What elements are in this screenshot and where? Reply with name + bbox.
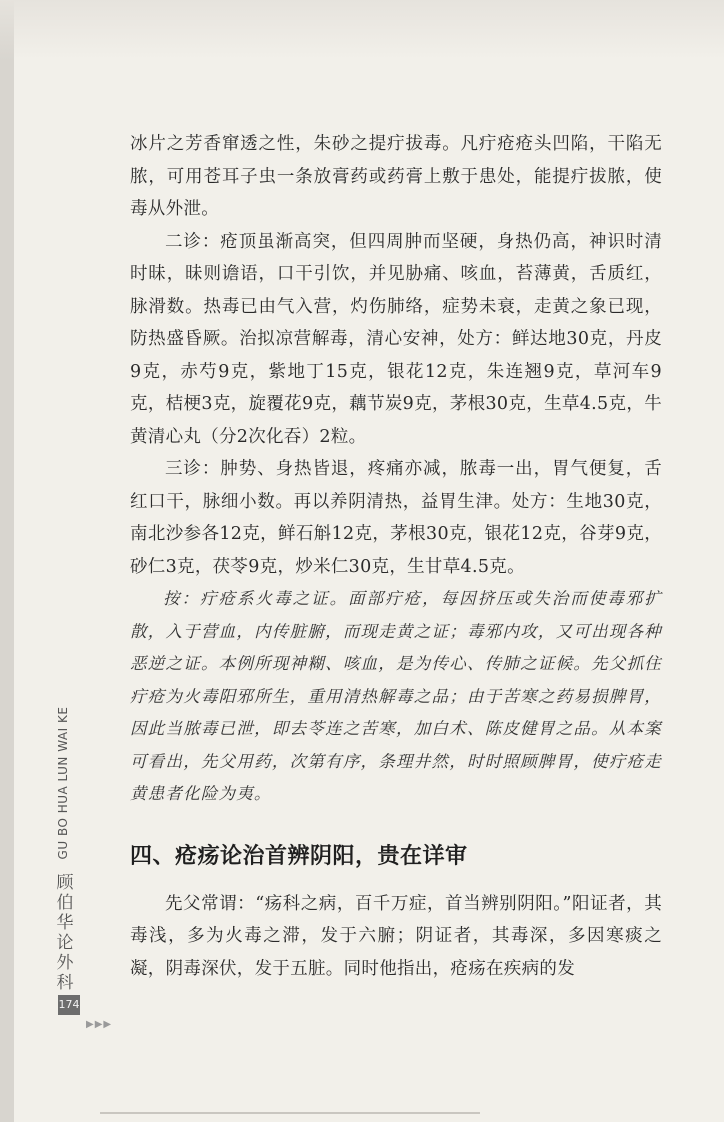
- paragraph-section-four: 先父常谓：“疡科之病，百千万症，首当辨别阴阳。”阳证者，其毒浅，多为火毒之滞，发于六腑；阴证者，其毒深，多因寒痰之凝，阴毒深伏，发于五脏。同时他指出，疮疡在疾病的发: [130, 893, 662, 979]
- running-title-pinyin: GU BO HUA LUN WAI KE: [56, 706, 70, 859]
- paragraph-third-visit: 三诊：肿势、身热皆退，疼痛亦减，脓毒一出，胃气便复，舌红口干，脉细小数。再以养阴清热，益胃生津。处方：生地30克，南北沙参各12克，鲜石斛12克，茅根30克，银花12克，谷芽9克，砂仁3克，茯苓9克，炒米仁30克，生甘草4.5克。: [130, 459, 662, 577]
- main-text: [130, 128, 662, 985]
- commentary-note: 按：疔疮系火毒之证。面部疔疮，每因挤压或失治而使毒邪扩散，入于营血，内传脏腑，而现走黄之证；毒邪内攻，又可出现各种恶逆之证。本例所现神糊、咳血，是为传心、传肺之证候。先父抓住疔疮为火毒阳邪所生，重用清热解毒之品；由于苦寒之药易损脾胃，因此当脓毒已泄，即去苓连之苦寒，加白术、陈皮健胃之品。从本案可看出，先父用药，次第有序，条理井然，时时照顾脾胃，使疔疮走黄患者化险为夷。: [130, 589, 662, 803]
- arrow-icon: ▶▶▶: [86, 1019, 113, 1030]
- page-gutter: [0, 0, 14, 1122]
- bottom-rule: [100, 1112, 480, 1114]
- section-heading: 四、疮疡论治首辨阴阳，贵在详审: [130, 843, 468, 869]
- paragraph-second-visit: 二诊：疮顶虽渐高突，但四周肿而坚硬，身热仍高，神识时清时昧，昧则谵语，口干引饮，并见胁痛、咳血，苔薄黄，舌质红，脉滑数。热毒已由气入营，灼伤肺络，症势未衰，走黄之象已现，防热盛昏厥。治拟凉营解毒，清心安神，处方：鲜达地30克，丹皮9克，赤芍9克，紫地丁15克，银花12克，朱连翘9克，草河车9克，桔梗3克，旋覆花9克，藕节炭9克，茅根30克，生草4.5克，牛黄清心丸（分2次化吞）2粒。: [130, 231, 662, 447]
- paragraph-continuation: 冰片之芳香窜透之性，朱砂之提疔拔毒。凡疔疮疮头凹陷，干陷无脓，可用苍耳子虫一条放膏药或药膏上敷于患处，能提疔拔脓，使毒从外泄。: [130, 134, 662, 219]
- running-title-chinese: 顾伯华论外科: [52, 873, 73, 993]
- page-number: 174: [58, 995, 80, 1015]
- page-shadow: [0, 0, 724, 60]
- running-title: [48, 700, 78, 993]
